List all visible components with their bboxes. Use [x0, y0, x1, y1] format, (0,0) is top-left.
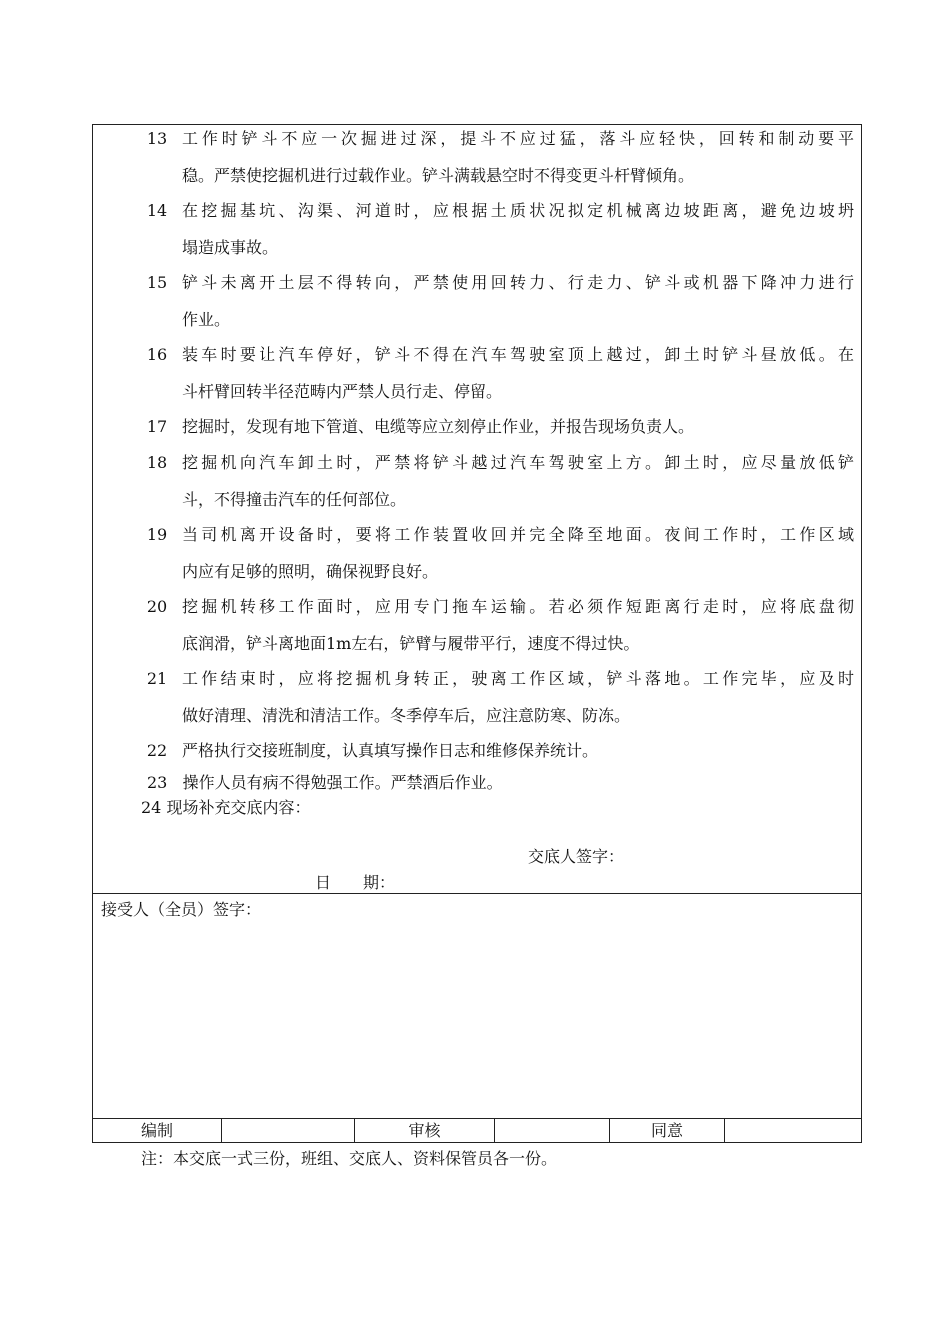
item-number: 20	[146, 597, 168, 616]
approve-label: 同意	[650, 1121, 683, 1140]
item-text-line1: 装车时要让汽车停好，铲斗不得在汽车驾驶室顶上越过，卸土时铲斗昼放低。在	[182, 345, 854, 364]
item-text-line2: 稳。严禁使挖掘机进行过载作业。铲斗满载悬空时不得变更斗杆臂倾角。	[182, 166, 695, 185]
receiver-label: 接受人（全员）签字：	[101, 900, 262, 919]
item-number: 19	[146, 525, 168, 544]
signer-label: 交底人签字：	[528, 847, 625, 866]
item-text-line2: 斗杆臂回转半径范畴内严禁人员行走、停留。	[182, 382, 503, 401]
item-text-line1: 挖掘时，发现有地下管道、电缆等应立刻停止作业，并报告现场负责人。	[182, 417, 695, 436]
item-text-line1: 挖掘机向汽车卸土时，严禁将铲斗越过汽车驾驶室上方。卸土时，应尽量放低铲	[182, 453, 854, 472]
item-text-line2: 斗，不得撞击汽车的任何部位。	[182, 490, 407, 509]
item-text: 操作人员有病不得勉强工作。严禁酒后作业。	[182, 773, 503, 792]
footer-col-divider	[724, 1118, 725, 1143]
footnote: 注：本交底一式三份，班组、交底人、资料保管员各一份。	[141, 1149, 558, 1168]
item-number: 15	[146, 273, 168, 292]
item-text-line1: 工作结束时，应将挖掘机身转正，驶离工作区域，铲斗落地。工作完毕，应及时	[182, 669, 854, 688]
item-number: 18	[146, 453, 168, 472]
item-number: 14	[146, 201, 168, 220]
compile-label: 编制	[140, 1121, 173, 1140]
safety-item-23	[147, 772, 503, 794]
item-text-line1: 铲斗未离开土层不得转向，严禁使用回转力、行走力、铲斗或机器下降冲力进行	[182, 273, 854, 292]
item-text-line2: 底润滑，铲斗离地面1m左右，铲臂与履带平行，速度不得过快。	[182, 634, 640, 653]
item-text-line2: 内应有足够的照明，确保视野良好。	[182, 562, 439, 581]
item-number: 23	[147, 773, 168, 792]
footer-col-divider	[494, 1118, 495, 1143]
item-text-line2: 作业。	[182, 310, 231, 329]
date-label: 日 期：	[315, 873, 396, 892]
item-text-line1: 挖掘机转移工作面时，应用专门拖车运输。若必须作短距离行走时，应将底盘彻	[182, 597, 854, 616]
footer-col-divider	[221, 1118, 222, 1143]
item-number: 24	[141, 798, 162, 817]
item-text-line1: 严格执行交接班制度，认真填写操作日志和维修保养统计。	[182, 741, 599, 760]
item-number: 17	[146, 417, 168, 436]
item-number: 13	[146, 129, 168, 148]
safety-item-24	[141, 797, 310, 819]
item-text-line2: 做好清理、清洗和清洁工作。冬季停车后，应注意防寒、防冻。	[182, 706, 631, 725]
item-text: 现场补充交底内容：	[166, 798, 311, 817]
review-label: 审核	[408, 1121, 441, 1140]
item-text-line2: 塌造成事故。	[182, 238, 279, 257]
item-number: 21	[146, 669, 168, 688]
item-text-line1: 在挖掘基坑、沟渠、河道时，应根据土质状况拟定机械离边坡距离，避免边坡坍	[182, 201, 854, 220]
item-text-line1: 工作时铲斗不应一次掘进过深，提斗不应过猛，落斗应轻快，回转和制动要平	[182, 129, 854, 148]
item-text-line1: 当司机离开设备时，要将工作装置收回并完全降至地面。夜间工作时，工作区域	[182, 525, 854, 544]
item-number: 22	[146, 741, 168, 760]
item-number: 16	[146, 345, 168, 364]
section-divider	[92, 893, 862, 894]
